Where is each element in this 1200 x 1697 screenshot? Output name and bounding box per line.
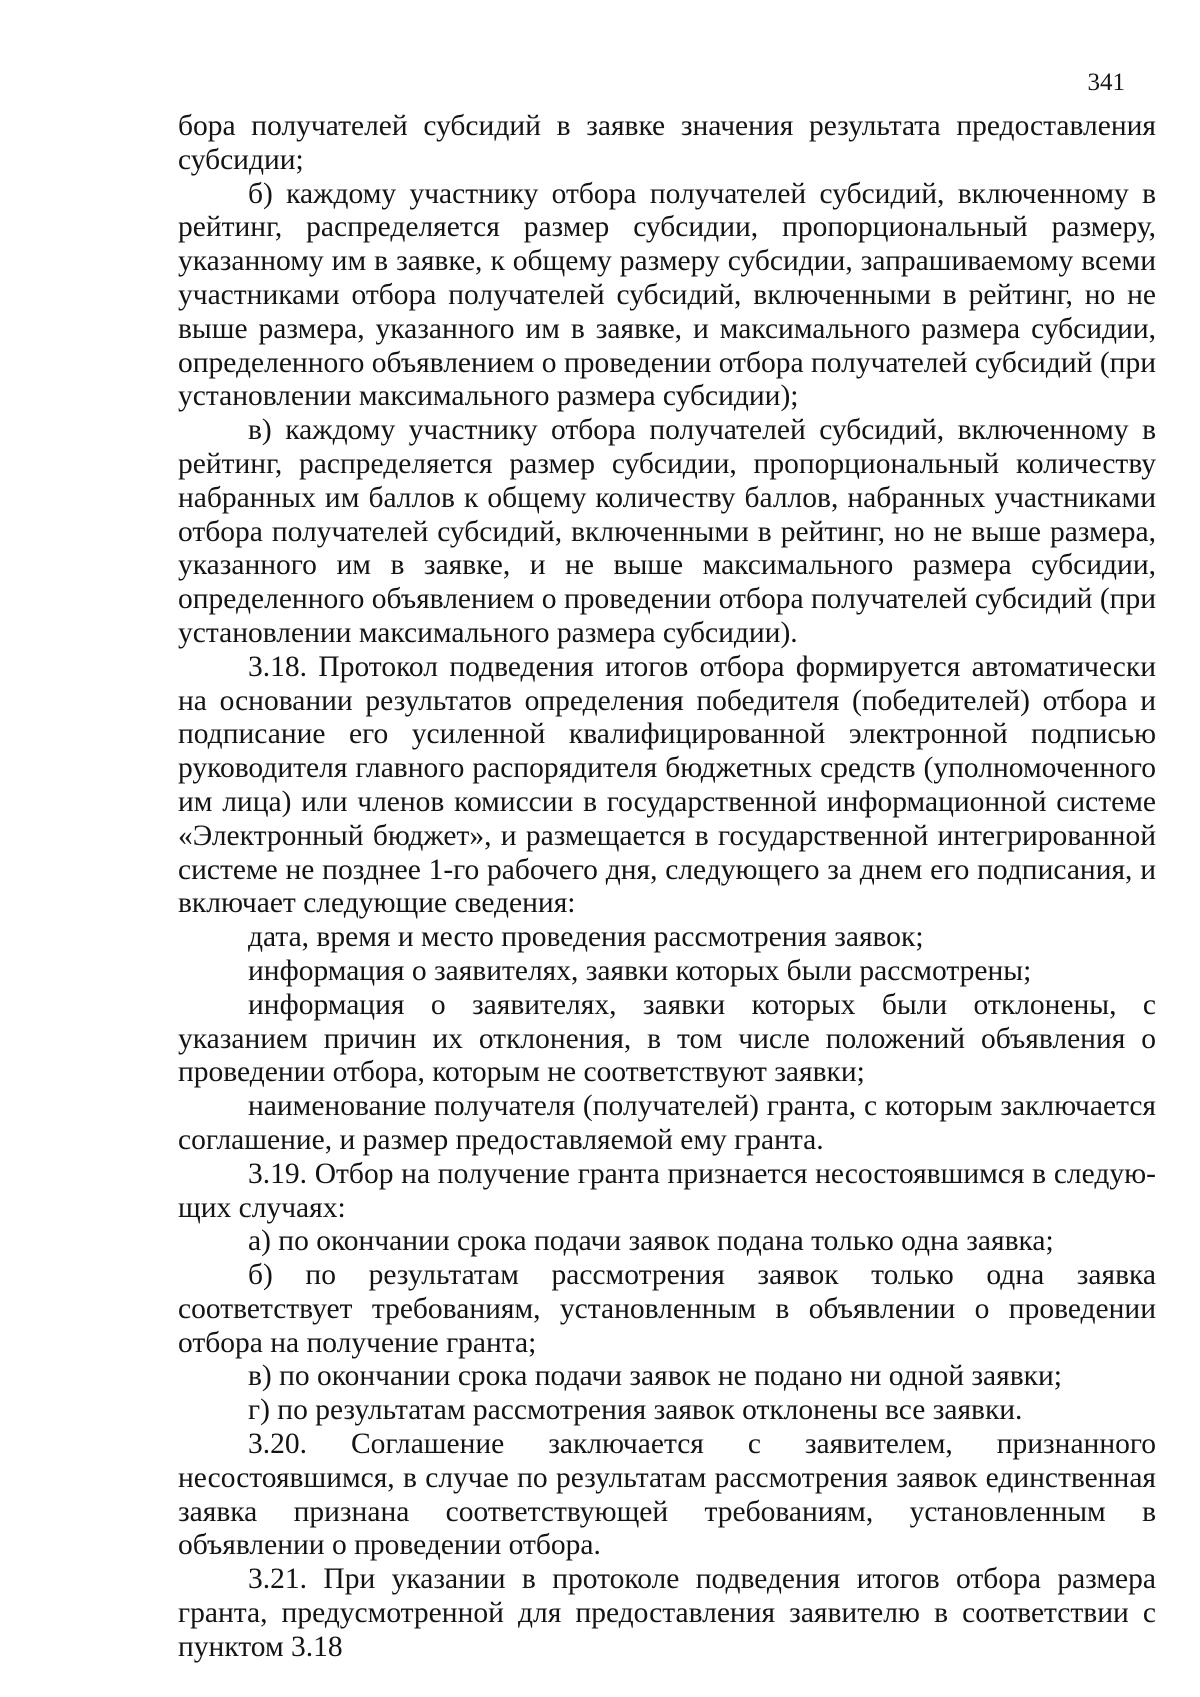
paragraph: 3.21. При указании в протоколе подведения итогов отбора размера гранта, предусмотренной для предоставления заявителю в соответствии с пунктом 3.18 (178, 1563, 1156, 1663)
paragraph: 3.19. Отбор на получение гранта признается несостоявшимся в следующих случаях: (178, 1157, 1156, 1224)
paragraph: информация о заявителях, заявки которых были рассмотрены; (248, 954, 1032, 987)
paragraph: 3.18. Протокол подведения итогов отбора формируется автоматически на основании результатов определения победителя (победителей) отбора и подписание его усиленной квалифицированной электронной подписью руководителя главного распорядителя бюджетных средств (уполномоченного им лица) или членов комиссии в государственной информационной системе «Электронный бюджет», и размещается в государственной интегрированной системе не позднее 1-го рабочего дня, следующего за днем его подписания, и включает следующие сведения: (178, 650, 1156, 920)
paragraph: наименование получателя (получателей) гранта, с которым заключается соглашение, и размер предоставляемой ему гранта. (178, 1090, 1156, 1156)
paragraph: в) по окончании срока подачи заявок не подано ни одной заявки; (248, 1360, 1062, 1393)
paragraph: г) по результатам рассмотрения заявок отклонены все заявки. (248, 1394, 1023, 1427)
paragraph: дата, время и место проведения рассмотрения заявок; (248, 921, 924, 954)
page-number: 341 (1087, 69, 1125, 96)
paragraph: 3.20. Соглашение заключается с заявителем, признанного несостоявшимся, в случае по результатам рассмотрения заявок единственная заявка признана соответствующей требованиям, установленным в объявлении о проведении отбора. (178, 1428, 1156, 1562)
document-body (178, 110, 1156, 1665)
paragraph: бора получателей субсидий в заявке значения результата предоставления субсидии; (178, 110, 1156, 176)
paragraph: в) каждому участнику отбора получателей субсидий, включенному в рейтинг, распределяется размер субсидии, пропорциональный количеству набранных им баллов к общему количеству баллов, набранных участниками отбора получателей субсидий, включенными в рейтинг, но не выше размера, указанного им в заявке, и не выше максимального размера субсидии, определенного объявлением о проведении отбора получателей субсидий (при установлении максимального размера субсидии). (178, 414, 1156, 649)
paragraph: информация о заявителях, заявки которых были отклонены, с указанием причин их отклонения, в том числе положений объявления о проведении отбора, которым не соответствуют заявки; (178, 988, 1156, 1089)
paragraph: а) по окончании срока подачи заявок подана только одна заявка; (248, 1225, 1054, 1258)
paragraph: б) по результатам рассмотрения заявок только одна заявка соответствует требованиям, установленным в объявлении о проведении отбора на получение гранта; (178, 1259, 1156, 1359)
paragraph: б) каждому участнику отбора получателей субсидий, включенному в рейтинг, распределяется размер субсидии, пропорциональный размеру, указанному им в заявке, к общему размеру субсидии, запрашиваемому всеми участниками отбора получателей субсидий, включенными в рейтинг, но не выше размера, указанного им в заявке, и максимального размера субсидии, определенного объявлением о проведении отбора получателей субсидий (при установлении максимального размера субсидии); (178, 177, 1156, 413)
